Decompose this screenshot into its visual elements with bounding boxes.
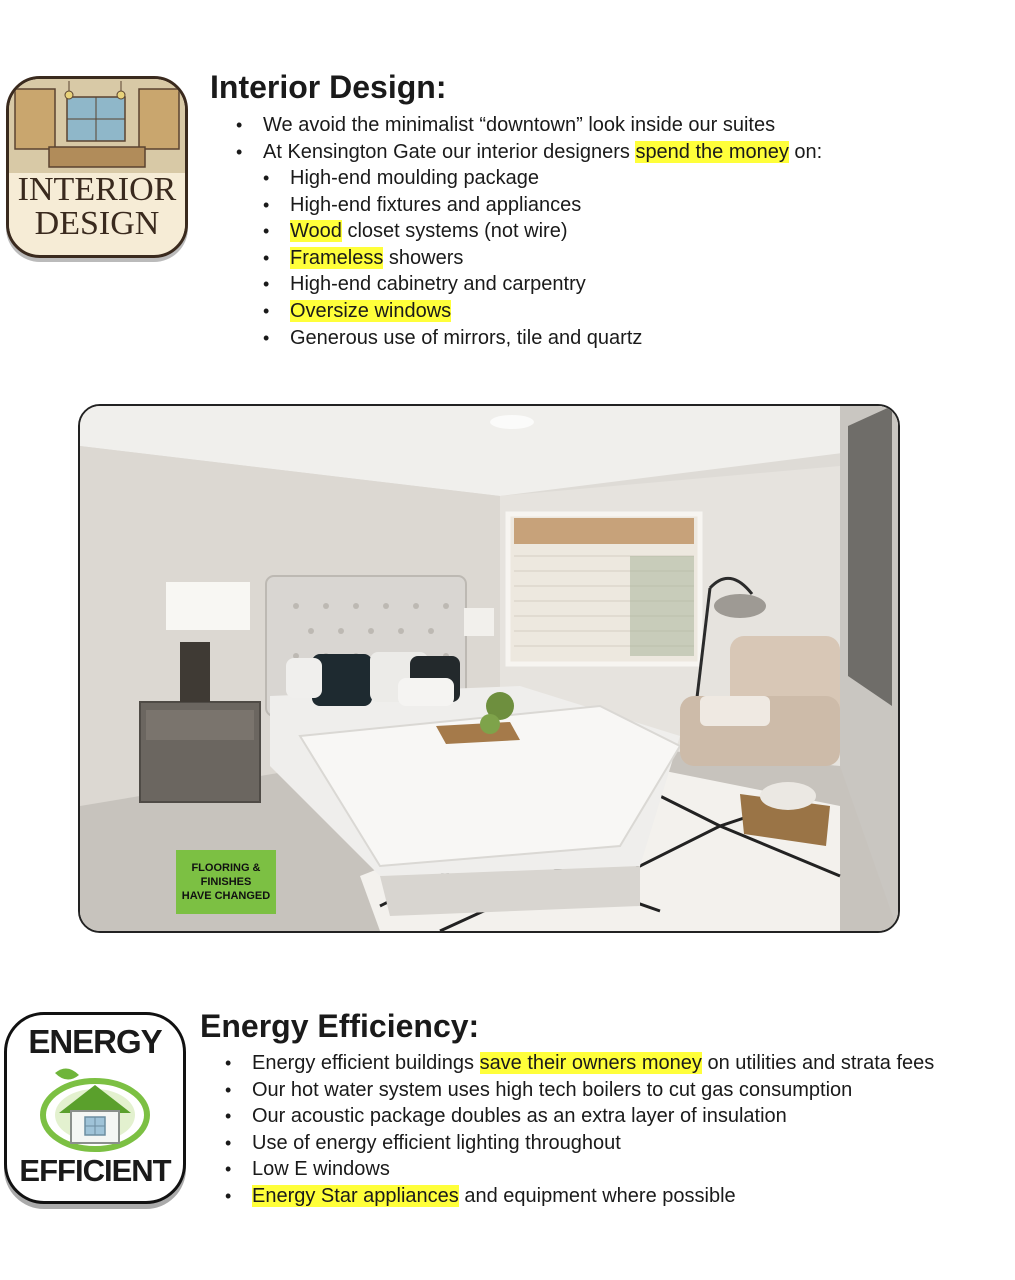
bullet-text: Our hot water system uses high tech boilers to cut gas consumption (252, 1078, 853, 1101)
bullet-text: showers (383, 246, 464, 269)
list-item (263, 245, 642, 272)
bullet-text: Our acoustic package doubles as an extra layer of insulation (252, 1105, 787, 1128)
highlighted-text: Oversize windows (290, 299, 452, 322)
bullet-text: We avoid the minimalist “downtown” look inside our suites (263, 114, 776, 136)
list-item (225, 1130, 934, 1157)
kitchen-sketch-icon (9, 79, 185, 174)
highlighted-text: Frameless (290, 246, 384, 269)
bullet-icon: • (225, 1159, 232, 1180)
list-item (263, 165, 642, 192)
energy-efficiency-title: Energy Efficiency: (200, 1008, 480, 1044)
list-item (225, 1077, 934, 1104)
list-item (263, 192, 642, 219)
bedroom-photo (78, 404, 900, 933)
highlighted-text: spend the money (635, 140, 789, 163)
highlighted-text: save their owners money (479, 1052, 702, 1074)
bullet-icon: • (263, 300, 270, 321)
bullet-text: Use of energy efficient lighting throughout (252, 1131, 621, 1154)
list-item (225, 1156, 934, 1183)
bullet-icon: • (263, 168, 270, 188)
bullet-text: closet systems (not wire) (341, 220, 568, 243)
bullet-text: At Kensington Gate our interior designers (263, 140, 636, 163)
bullet-icon: • (263, 221, 270, 242)
list-item (236, 112, 822, 139)
energy-efficient-badge (4, 1012, 186, 1204)
bullet-text: and equipment where possible (458, 1184, 736, 1207)
highlighted-text: Wood (290, 220, 342, 243)
interior-design-title: Interior Design: (210, 69, 447, 105)
bullet-icon: • (225, 1079, 232, 1100)
energy-badge-line2: EFFICIENT (19, 1153, 171, 1188)
list-item (263, 298, 642, 325)
bullet-icon: • (236, 141, 243, 162)
energy-bullet-list (225, 1050, 935, 1210)
bullet-icon: • (225, 1053, 232, 1073)
bullet-icon: • (225, 1185, 232, 1206)
list-item (225, 1050, 935, 1077)
green-house-icon (37, 1063, 153, 1155)
interior-badge-label (9, 173, 185, 241)
bullet-text: Low E windows (252, 1158, 390, 1181)
bullet-text: on utilities and strata fees (701, 1052, 935, 1074)
bullet-icon: • (263, 327, 270, 348)
flooring-finishes-badge (176, 850, 276, 914)
bullet-text: High-end moulding package (290, 167, 540, 189)
interior-bullet-list (236, 112, 823, 165)
list-item (225, 1103, 934, 1130)
interior-badge-line2: DESIGN (34, 205, 160, 242)
interior-design-badge (6, 76, 188, 258)
flooring-badge-line3: HAVE CHANGED (181, 890, 271, 902)
bullet-icon: • (263, 247, 270, 268)
bullet-text: on: (788, 140, 823, 163)
list-item (263, 218, 642, 245)
flooring-badge-line1: FLOORING & (191, 862, 261, 874)
interior-sub-bullet-list (263, 165, 643, 351)
list-item (263, 325, 643, 352)
list-item (263, 271, 642, 298)
bullet-text: Generous use of mirrors, tile and quartz (290, 326, 643, 349)
bullet-icon: • (225, 1132, 232, 1153)
list-item (236, 139, 823, 166)
bullet-icon: • (263, 274, 270, 295)
list-item (225, 1183, 934, 1210)
bullet-icon: • (225, 1106, 232, 1127)
bullet-text: High-end fixtures and appliances (290, 193, 582, 216)
highlighted-text: Energy Star appliances (252, 1184, 459, 1207)
flooring-badge-line2: FINISHES (200, 876, 252, 888)
bullet-icon: • (236, 115, 243, 135)
bullet-text: High-end cabinetry and carpentry (290, 273, 586, 296)
interior-badge-line1: INTERIOR (17, 171, 177, 208)
bullet-text: Energy efficient buildings (252, 1052, 480, 1074)
energy-badge-line1: ENERGY (28, 1023, 162, 1060)
bullet-icon: • (263, 194, 270, 215)
